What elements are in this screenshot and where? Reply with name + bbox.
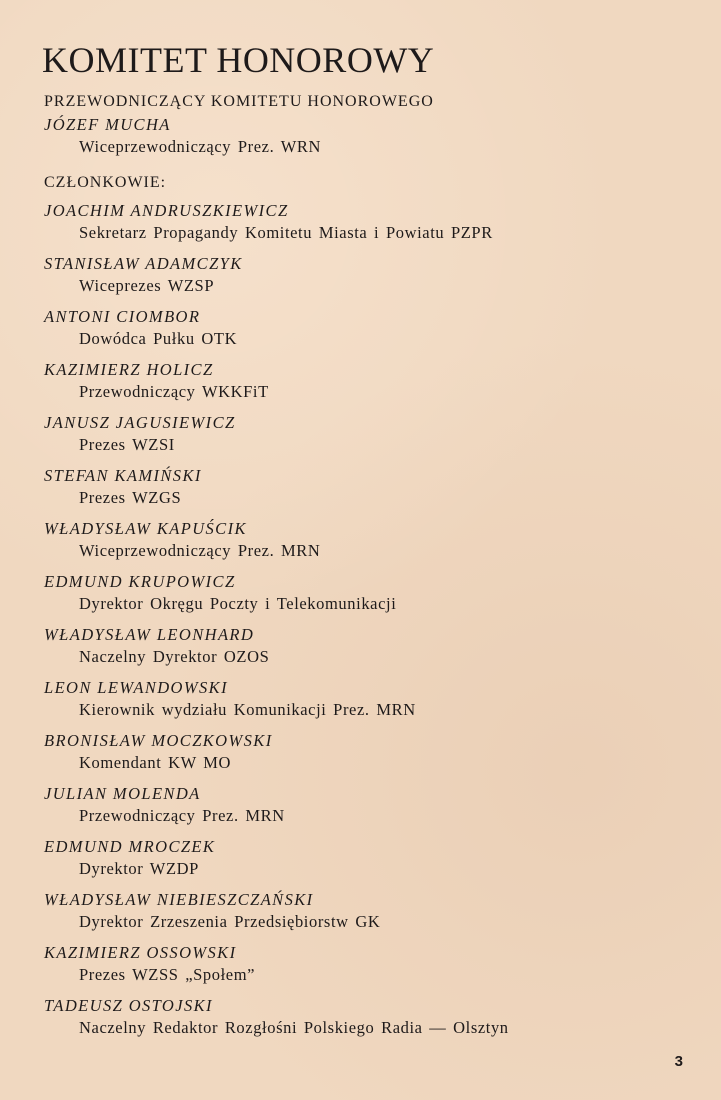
member-name: KAZIMIERZ OSSOWSKI [44, 943, 237, 962]
member-name: LEON LEWANDOWSKI [44, 678, 228, 697]
member-role: Dyrektor Okręgu Poczty i Telekomunikacji [79, 594, 397, 613]
member-name: STANISŁAW ADAMCZYK [44, 254, 243, 273]
member-name: STEFAN KAMIŃSKI [44, 466, 202, 485]
member-name: EDMUND KRUPOWICZ [44, 572, 236, 591]
member-role: Prezes WZSI [79, 435, 175, 454]
member-role: Dowódca Pułku OTK [79, 329, 238, 348]
member-entry [44, 889, 684, 933]
member-role: Przewodniczący WKKFiT [79, 382, 269, 401]
member-entry [44, 677, 684, 721]
member-entry [44, 995, 684, 1039]
page-title: KOMITET HONOROWY [42, 40, 435, 80]
member-role: Sekretarz Propagandy Komitetu Miasta i Powiatu PZPR [79, 223, 493, 242]
chair-role: Wiceprzewodniczący Prez. WRN [79, 137, 322, 156]
member-name: JOACHIM ANDRUSZKIEWICZ [44, 201, 289, 220]
member-role: Naczelny Dyrektor OZOS [79, 647, 270, 666]
chair-heading: PRZEWODNICZĄCY KOMITETU HONOROWEGO [44, 93, 434, 110]
member-entry [44, 624, 684, 668]
member-name: JANUSZ JAGUSIEWICZ [44, 413, 236, 432]
member-role: Dyrektor Zrzeszenia Przedsiębiorstw GK [79, 912, 381, 931]
member-role: Kierownik wydziału Komunikacji Prez. MRN [79, 700, 416, 719]
page-number: 3 [674, 1053, 683, 1070]
member-name: WŁADYSŁAW NIEBIESZCZAŃSKI [44, 890, 314, 909]
member-role: Wiceprezes WZSP [79, 276, 215, 295]
member-role: Przewodniczący Prez. MRN [79, 806, 285, 825]
member-role: Dyrektor WZDP [79, 859, 199, 878]
chair-name: JÓZEF MUCHA [44, 115, 171, 134]
member-role: Prezes WZGS [79, 488, 182, 507]
member-name: WŁADYSŁAW KAPUŚCIK [44, 519, 247, 538]
member-role: Naczelny Redaktor Rozgłośni Polskiego Radia — Olsztyn [79, 1018, 509, 1037]
member-name: JULIAN MOLENDA [44, 784, 201, 803]
member-entry [44, 730, 684, 774]
member-name: TADEUSZ OSTOJSKI [44, 996, 213, 1015]
member-entry [44, 465, 684, 509]
member-name: EDMUND MROCZEK [44, 837, 216, 856]
member-role: Prezes WZSS „Społem” [79, 965, 256, 984]
member-entry [44, 359, 684, 403]
member-entry [44, 836, 684, 880]
member-entry [44, 253, 684, 297]
member-role: Wiceprzewodniczący Prez. MRN [79, 541, 321, 560]
member-name: KAZIMIERZ HOLICZ [44, 360, 214, 379]
member-name: BRONISŁAW MOCZKOWSKI [44, 731, 273, 750]
member-entry [44, 783, 684, 827]
chair-entry [44, 114, 684, 158]
member-entry [44, 518, 684, 562]
member-entry [44, 306, 684, 350]
members-heading: CZŁONKOWIE: [44, 174, 167, 191]
member-name: WŁADYSŁAW LEONHARD [44, 625, 255, 644]
member-name: ANTONI CIOMBOR [44, 307, 201, 326]
member-entry [44, 200, 684, 244]
member-role: Komendant KW MO [79, 753, 232, 772]
member-entry [44, 571, 684, 615]
member-entry [44, 942, 684, 986]
member-entry [44, 412, 684, 456]
